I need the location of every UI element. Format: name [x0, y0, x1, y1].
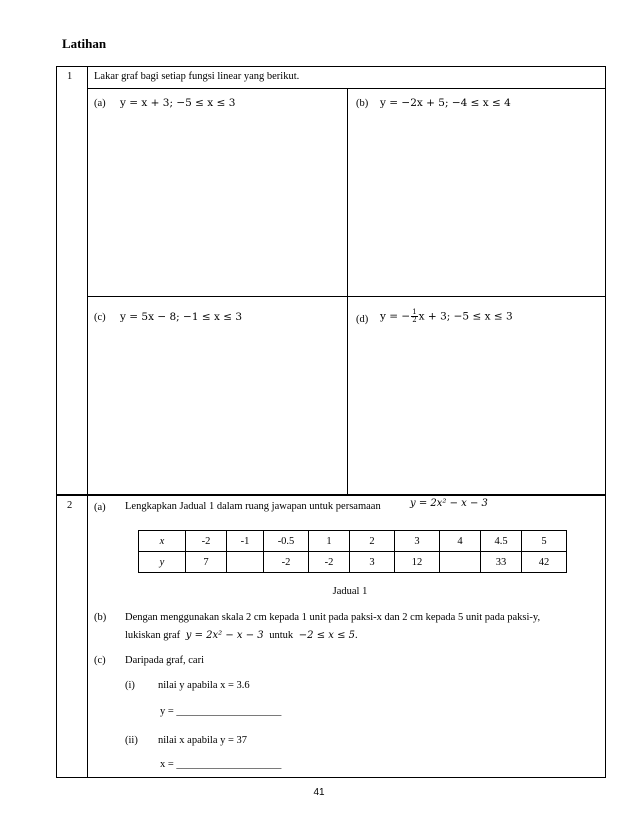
table-cell: 1: [309, 531, 350, 552]
q1d-eq-prefix: y = −: [380, 310, 411, 323]
q1-instruction: Lakar graf bagi setiap fungsi linear yang berikut.: [94, 71, 300, 82]
table-cell-blank[interactable]: [227, 552, 264, 573]
table-cell: 3: [350, 552, 395, 573]
q2a-text: Lengkapkan Jadual 1 dalam ruang jawapan untuk persamaan: [125, 501, 381, 512]
table-cell: 5: [522, 531, 567, 552]
page-number: 41: [313, 787, 325, 798]
q1d-frac-den: 2: [412, 316, 417, 324]
q1d-label: (d): [356, 314, 369, 325]
q1c-equation: y = 5x − 8; −1 ≤ x ≤ 3: [120, 311, 243, 323]
q2ci-label: (i): [125, 680, 135, 691]
jadual-1-table: [138, 530, 567, 573]
page-title: Latihan: [62, 36, 107, 51]
table-caption: Jadual 1: [332, 586, 368, 597]
q2ci-text: nilai y apabila x = 3.6: [158, 680, 250, 691]
table-cell: 7: [186, 552, 227, 573]
q1d-equation: [380, 309, 513, 324]
q2c-text: Daripada graf, cari: [125, 655, 204, 666]
q2cii-label: (ii): [125, 735, 138, 746]
q1c-label: (c): [94, 312, 106, 323]
q1a-equation: y = x + 3; −5 ≤ x ≤ 3: [120, 97, 236, 109]
q2b-prefix: lukiskan graf: [125, 630, 181, 641]
q2a-equation: y = 2x² − x − 3: [410, 498, 488, 509]
q1-q2-divider: [57, 494, 605, 496]
table-cell: 4: [440, 531, 481, 552]
question-table: [56, 66, 606, 778]
q2b-untuk: untuk: [269, 630, 294, 641]
q1b-label: (b): [356, 98, 369, 109]
q2-number: 2: [67, 500, 73, 511]
q1b-equation: y = −2x + 5; −4 ≤ x ≤ 4: [380, 97, 511, 109]
q2b-text-line2: [125, 630, 358, 641]
table-cell: 12: [395, 552, 440, 573]
table-row-x: [139, 531, 567, 552]
q2a-label: (a): [94, 502, 106, 513]
table-cell: 33: [481, 552, 522, 573]
q1d-eq-suffix: x + 3; −5 ≤ x ≤ 3: [418, 310, 513, 323]
table-cell: 42: [522, 552, 567, 573]
q2b-text-line1: Dengan menggunakan skala 2 cm kepada 1 unit pada paksi-x dan 2 cm kepada 5 unit pada paksi-y,: [125, 612, 541, 623]
table-cell: -2: [186, 531, 227, 552]
q2b-equation: y = 2x² − x − 3: [185, 630, 264, 641]
q2ci-answer-line[interactable]: y = ____________________: [160, 706, 282, 717]
table-cell: -0.5: [264, 531, 309, 552]
q1d-fraction: [411, 309, 417, 324]
q1d-frac-num: 1: [412, 308, 417, 316]
q2cii-text: nilai x apabila y = 37: [158, 735, 248, 746]
q2b-range: −2 ≤ x ≤ 5: [298, 630, 356, 641]
table-cell: -1: [227, 531, 264, 552]
number-column-divider: [87, 67, 88, 777]
instruction-divider: [87, 88, 605, 89]
table-header-y: y: [139, 552, 186, 573]
q1-middle-divider: [87, 296, 605, 297]
q2b-period: .: [355, 630, 358, 641]
q2b-label: (b): [94, 612, 107, 623]
table-cell: -2: [264, 552, 309, 573]
q1-center-divider: [347, 88, 348, 495]
q2cii-answer-line[interactable]: x = ____________________: [160, 759, 282, 770]
q2c-label: (c): [94, 655, 106, 666]
table-cell: -2: [309, 552, 350, 573]
table-cell: 2: [350, 531, 395, 552]
table-header-x: x: [139, 531, 186, 552]
table-cell: 3: [395, 531, 440, 552]
table-row-y: [139, 552, 567, 573]
q1a-label: (a): [94, 98, 106, 109]
table-cell-blank[interactable]: [440, 552, 481, 573]
q1-number: 1: [67, 71, 73, 82]
table-cell: 4.5: [481, 531, 522, 552]
